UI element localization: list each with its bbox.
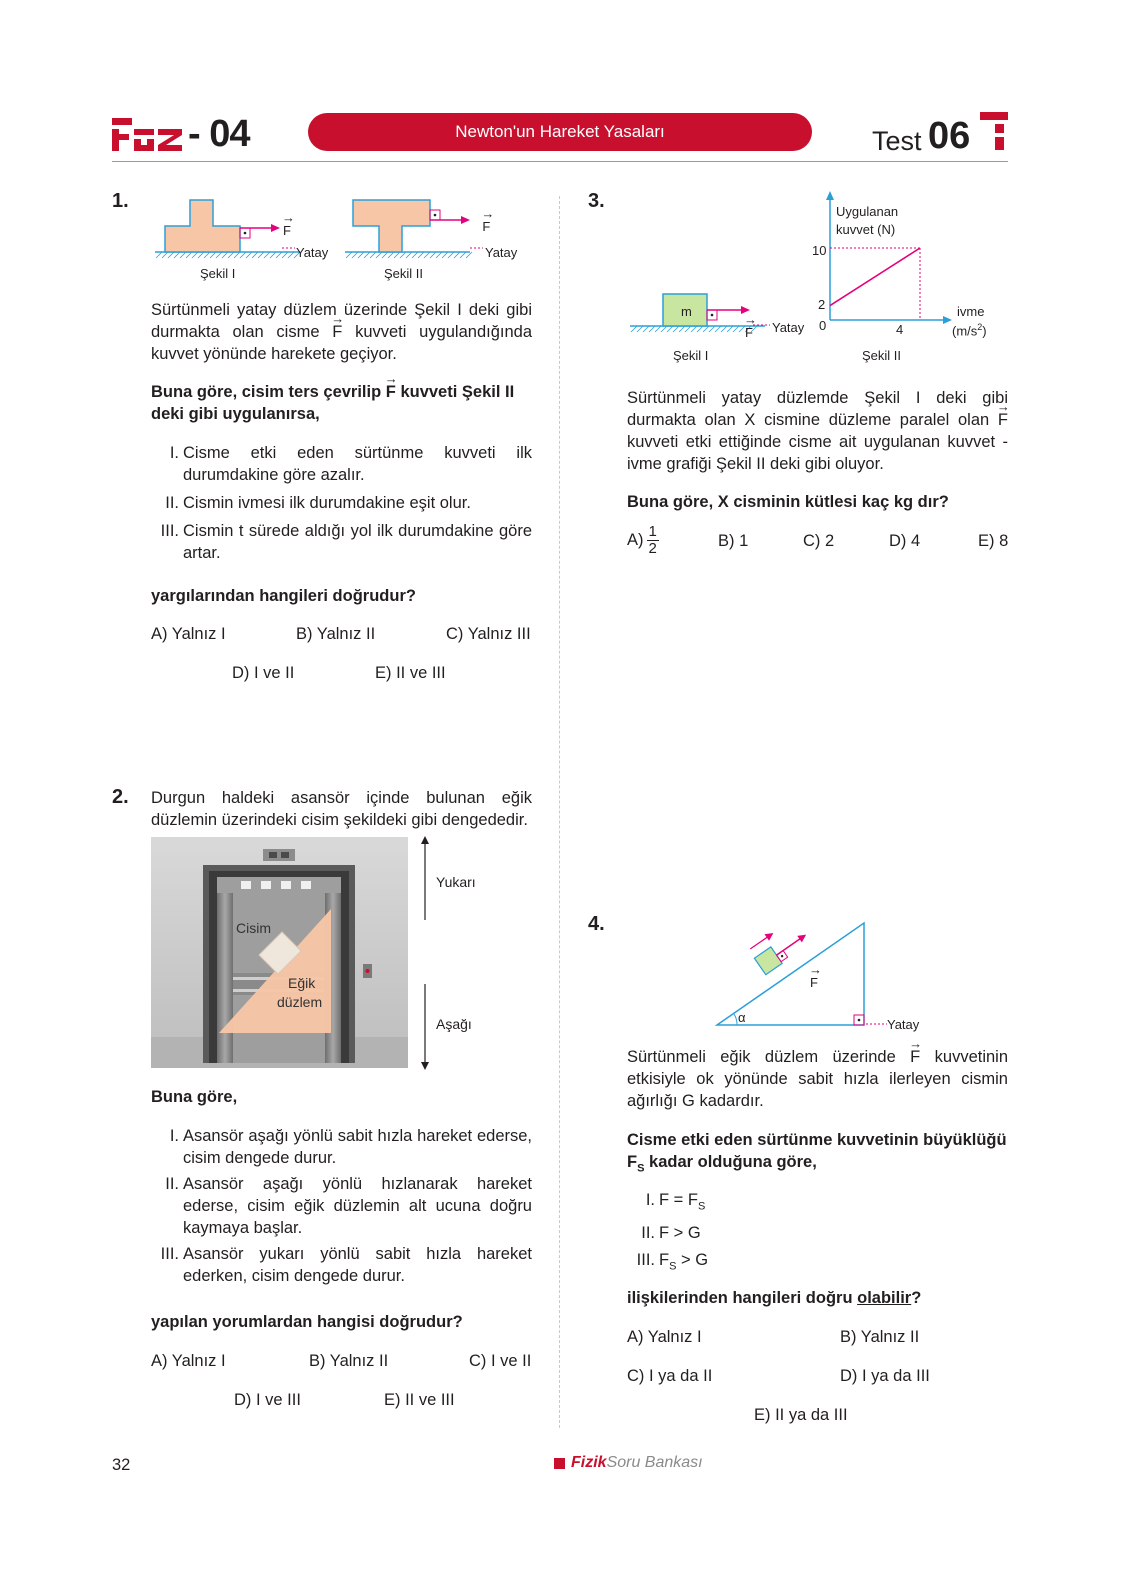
- graph-x-axis-label: ivme: [957, 304, 985, 319]
- topic-title: Newton'un Hareket Yasaları: [455, 122, 665, 141]
- statement-list: [151, 442, 532, 564]
- option-c[interactable]: C) 2: [803, 532, 835, 550]
- question-prompt: yapılan yorumlardan hangisi doğrudur?: [151, 1313, 463, 1331]
- column-divider: [559, 196, 560, 1428]
- option-d[interactable]: D) 4: [889, 532, 921, 550]
- figure-caption: Şekil I: [673, 348, 709, 363]
- test-code-suffix: - 04: [188, 113, 250, 155]
- page-number: 32: [112, 1456, 131, 1474]
- figure-force-label: → F: [283, 223, 291, 238]
- topic-banner: [308, 113, 812, 151]
- figure-horizontal-label: Yatay: [296, 245, 329, 260]
- question-stem: Cisme etki eden sürtünme kuvvetinin büyüklüğü $F_S$ kadar olduğuna göre,: [627, 1131, 1007, 1175]
- figure-caption: Şekil I: [200, 266, 236, 281]
- graph-x-axis-unit: $(m/s^2)$: [952, 322, 987, 339]
- figure-horizontal-label: Yatay: [772, 320, 805, 335]
- question-text: Sürtünmeli yatay düzlem üzerinde Şekil I deki gibi durmakta olan cisme → F kuvveti uygulandığında kuvvet yönünde harekete geçiyor.: [151, 299, 532, 365]
- mass-label: m: [681, 304, 692, 319]
- question-stem: Buna göre,: [151, 1088, 238, 1106]
- up-down-arrows: [418, 836, 432, 1070]
- figure-force-label: → F: [810, 975, 818, 990]
- relation-list: [627, 1189, 708, 1278]
- figure-force-label: → F: [745, 325, 753, 340]
- option-e[interactable]: E) 8: [978, 532, 1009, 550]
- option-d[interactable]: D) I ve III: [234, 1391, 301, 1409]
- faz-logo-icon: [112, 112, 186, 154]
- option-c[interactable]: C) Yalnız III: [446, 625, 531, 643]
- figure-incline-label: Eğik: [288, 975, 316, 991]
- option-a[interactable]: A) $\frac{1}{2}$: [627, 522, 657, 557]
- question-number: 2.: [112, 786, 129, 808]
- figure-horizontal-label: Yatay: [887, 1017, 920, 1032]
- question-text: Durgun haldeki asansör içinde bulunan eğik düzlemin üzerindeki cisim şekildeki gibi dengededir.: [151, 789, 532, 829]
- force-acceleration-line: [830, 248, 920, 306]
- question-prompt: yargılarından hangileri doğrudur?: [151, 587, 416, 605]
- test-label: Test: [872, 126, 922, 156]
- option-a[interactable]: A) Yalnız I: [627, 1328, 702, 1346]
- down-label: Aşağı: [436, 1016, 472, 1032]
- statement-item: I. Cisme etki eden sürtünme kuvveti ilk durumdakine göre azalır.: [169, 444, 532, 484]
- option-b[interactable]: B) 1: [718, 532, 749, 550]
- brand-t-icon: [980, 110, 1010, 154]
- book-square-icon: [554, 1458, 565, 1469]
- option-e[interactable]: E) II ve III: [375, 664, 446, 682]
- option-c[interactable]: C) I ya da II: [627, 1367, 713, 1385]
- option-a[interactable]: A) Yalnız I: [151, 1352, 226, 1370]
- option-d[interactable]: D) I ya da III: [840, 1367, 930, 1385]
- angle-alpha-label: α: [738, 1010, 746, 1025]
- header-rule: [112, 161, 1008, 162]
- graph-y-axis-label: Uygulanan: [836, 204, 899, 219]
- question-text: Sürtünmeli yatay düzlemde Şekil I deki gibi durmakta olan X cismine düzleme paralel olan → F kuvveti etki ettiğinde cisme ait uygulanan kuvvet - ivme grafiği Şekil II deki gibi oluyor.: [627, 387, 1008, 475]
- relation-item: III. $F_S > G$: [636, 1251, 709, 1273]
- graph-x-tick: 4: [896, 322, 904, 337]
- relation-item: II. F > G: [641, 1224, 701, 1243]
- graph-y-axis-label: kuvvet (N): [836, 222, 896, 237]
- statement-item: III. Asansör yukarı yönlü sabit hızla hareket ederken, cisim dengede durur.: [160, 1245, 532, 1285]
- relation-item: I. $F = F_S$: [645, 1191, 706, 1213]
- figure-caption: Şekil II: [862, 348, 902, 363]
- option-c[interactable]: C) I ve II: [469, 1352, 532, 1370]
- option-b[interactable]: B) Yalnız II: [840, 1328, 920, 1346]
- figure-object-label: Cisim: [236, 920, 271, 936]
- test-number: 06: [928, 115, 971, 157]
- book-title: Fizik Soru Bankası: [554, 1454, 703, 1472]
- option-b[interactable]: B) Yalnız II: [309, 1352, 389, 1370]
- up-label: Yukarı: [436, 874, 476, 890]
- graph-origin: 0: [819, 318, 827, 333]
- statement-list: [151, 1125, 532, 1287]
- statement-item: II. Cismin ivmesi ilk durumdakine eşit olur.: [165, 494, 471, 512]
- elevator-image: [151, 837, 408, 1068]
- question-text: Sürtünmeli eğik düzlem üzerinde → F kuvvetinin etkisiyle ok yönünde sabit hızla ilerleyen cismin ağırlığı G kadardır.: [627, 1046, 1008, 1112]
- question-prompt: Buna göre, X cisminin kütlesi kaç kg dır?: [627, 493, 949, 511]
- question-prompt: ilişkilerinden hangileri doğru olabilir?: [627, 1289, 922, 1307]
- question-number: 4.: [588, 913, 605, 935]
- option-e[interactable]: E) II ve III: [384, 1391, 455, 1409]
- figure-incline-label: düzlem: [277, 994, 323, 1010]
- statement-item: II. Asansör aşağı yönlü hızlanarak hareket ederse, cisim eğik düzlemin alt ucuna doğru kaymaya başlar.: [165, 1175, 532, 1237]
- option-d[interactable]: D) I ve II: [232, 664, 295, 682]
- figure-caption: Şekil II: [384, 266, 424, 281]
- figure-horizontal-label: Yatay: [485, 245, 518, 260]
- question-stem: Buna göre, cisim ters çevrilip → F kuvveti Şekil II deki gibi uygulanırsa,: [151, 381, 532, 425]
- brand-logo: [112, 112, 186, 159]
- option-a[interactable]: A) Yalnız I: [151, 625, 226, 643]
- option-e[interactable]: E) II ya da III: [754, 1406, 848, 1424]
- question-number: 3.: [588, 190, 605, 212]
- question-number: 1.: [112, 190, 129, 212]
- graph-y-tick: 2: [818, 297, 826, 312]
- figure-force-label: → F: [482, 219, 490, 234]
- statement-item: I. Asansör aşağı yönlü sabit hızla hareket ederse, cisim dengede durur.: [169, 1127, 532, 1167]
- statement-item: III. Cismin t sürede aldığı yol ilk durumdakine göre artar.: [160, 522, 532, 562]
- option-b[interactable]: B) Yalnız II: [296, 625, 376, 643]
- graph-y-tick: 10: [812, 243, 827, 258]
